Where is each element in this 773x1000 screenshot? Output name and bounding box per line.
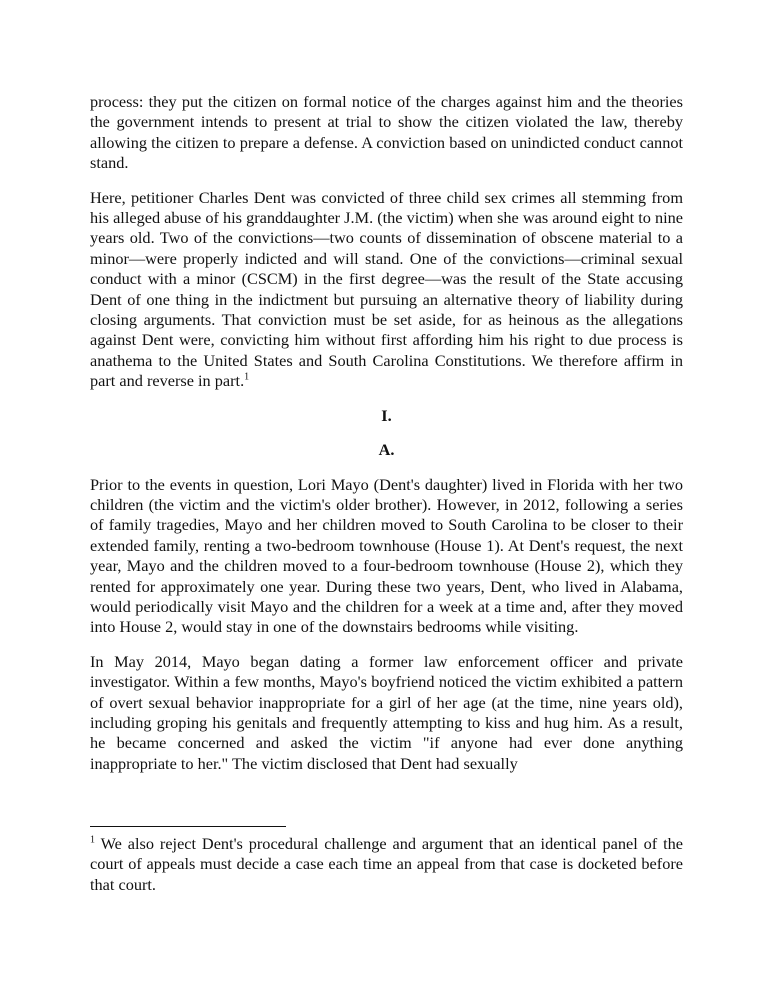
- paragraph-due-process: process: they put the citizen on formal notice of the charges against him and the theories the government intends to present at trial to show the citizen violated the law, thereby allowing the citizen to prepare a defense. A conviction based on unindicted conduct cannot stand.: [90, 92, 683, 173]
- paragraph-background: Prior to the events in question, Lori Mayo (Dent's daughter) lived in Florida with her two children (the victim and the victim's older brother). However, in 2012, following a series of family tragedies, Mayo and her children moved to South Carolina to be closer to their extended family, renting a two-bedroom townhouse (House 1). At Dent's request, the next year, Mayo and the children moved to a four-bedroom townhouse (House 2), which they rented for approximately one year. During these two years, Dent, who lived in Alabama, would periodically visit Mayo and the children for a week at a time and, after they moved into House 2, would stay in one of the downstairs bedrooms while visiting.: [90, 474, 683, 637]
- section-heading-letter: A.: [378, 440, 395, 460]
- opinion-page-body: [90, 92, 683, 788]
- footnote-reference-1: 1: [244, 371, 250, 383]
- section-heading-roman: I.: [381, 405, 392, 425]
- footnote-text: We also reject Dent's procedural challenge and argument that an identical panel of the court of appeals must decide a case each time an appeal from that case is docketed before that court.: [90, 834, 683, 894]
- footnote-1: [90, 834, 683, 895]
- footnote-divider: [90, 826, 286, 827]
- footnote-marker: 1: [90, 834, 95, 846]
- paragraph-disclosure: In May 2014, Mayo began dating a former law enforcement officer and private investigator. Within a few months, Mayo's boyfriend noticed the victim exhibited a pattern of overt sexual behavior inappropriate for a girl of her age (at the time, nine years old), including groping his genitals and frequently attempting to kiss and hug him. As a result, he became concerned and asked the victim "if anyone had ever done anything inappropriate to her." The victim disclosed that Dent had sexually: [90, 651, 683, 773]
- paragraph-introduction-text: Here, petitioner Charles Dent was convicted of three child sex crimes all stemming from his alleged abuse of his granddaughter J.M. (the victim) when she was around eight to nine years old. Two of the convictions—two counts of dissemination of obscene material to a minor—were properly indicted and will stand. One of the convictions—criminal sexual conduct with a minor (CSCM) in the first degree—was the result of the State accusing Dent of one thing in the indictment but pursuing an alternative theory of liability during closing arguments. That conviction must be set aside, for as heinous as the allegations against Dent were, convicting him without first affording him his right to due process is anathema to the United States and South Carolina Constitutions. We therefore affirm in part and reverse in part.: [90, 187, 683, 391]
- paragraph-introduction: [90, 188, 683, 392]
